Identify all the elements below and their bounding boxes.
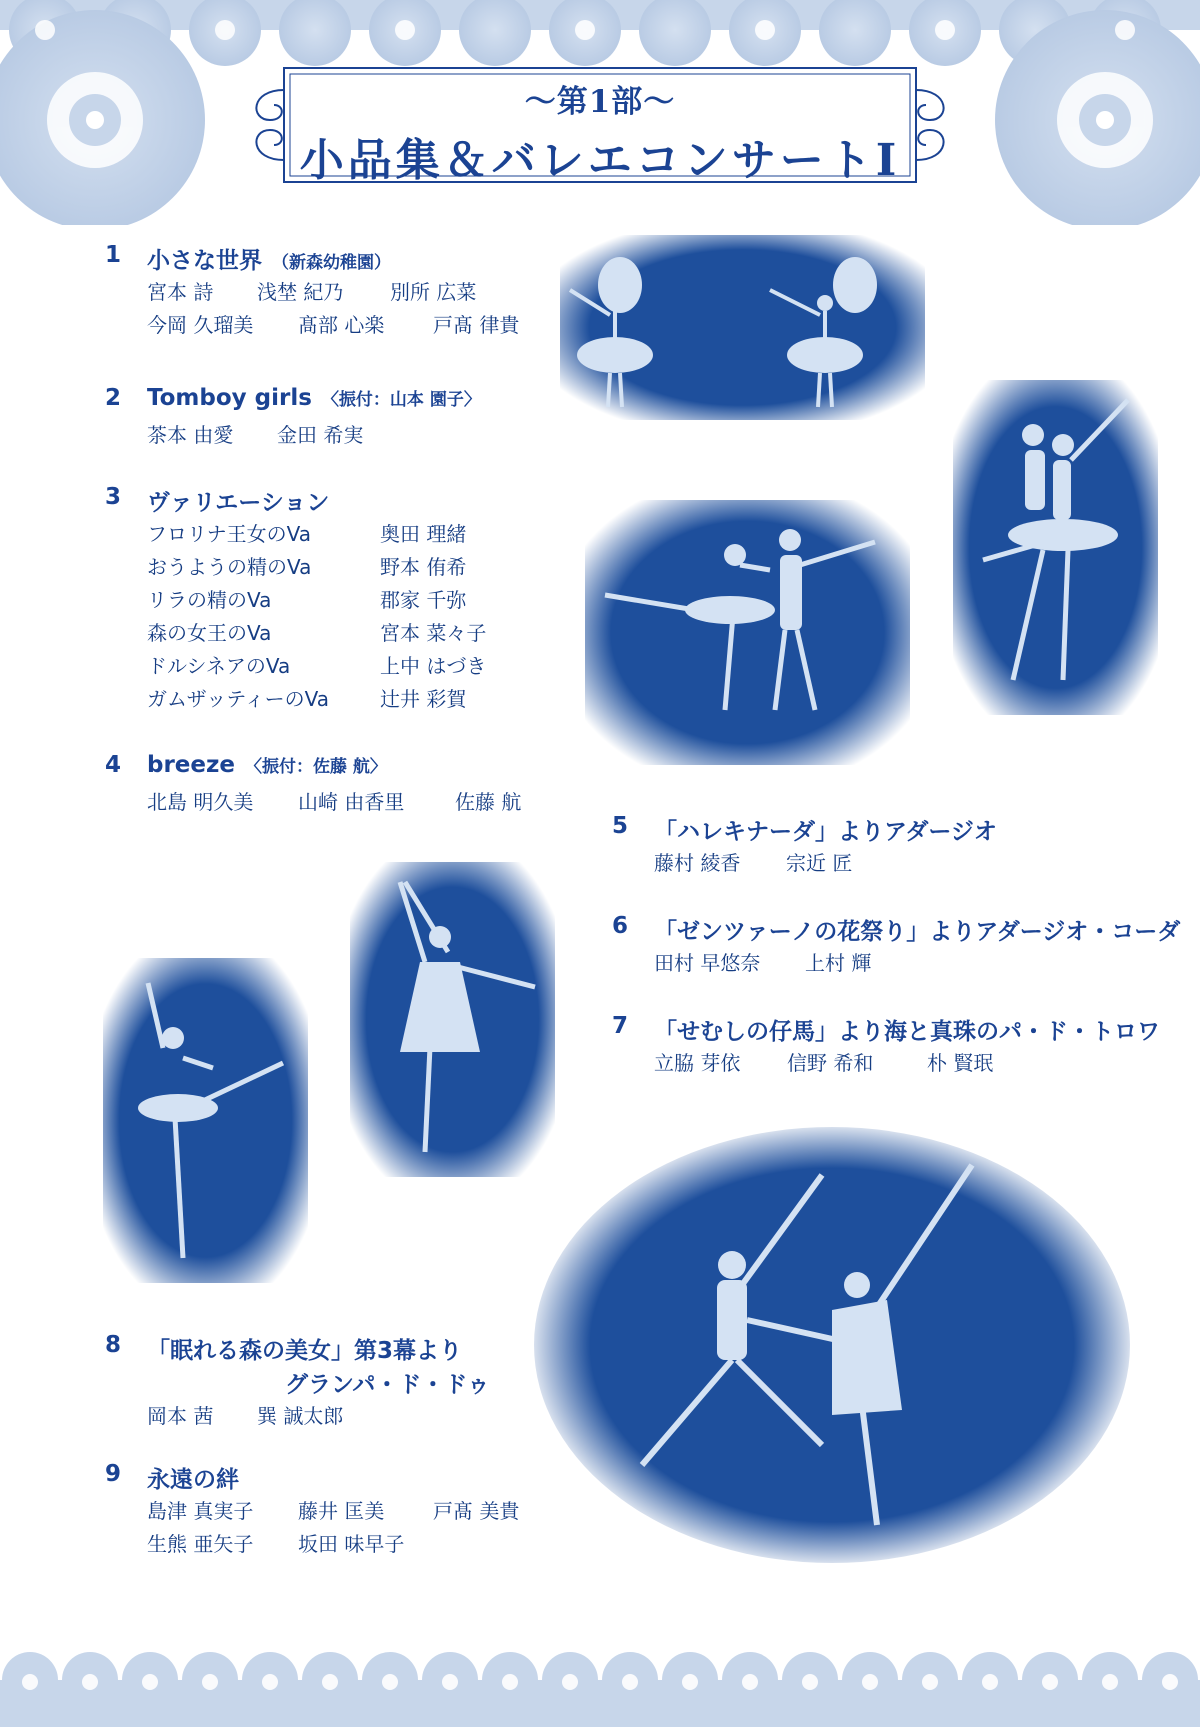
variation-name: ドルシネアのVa bbox=[147, 654, 291, 678]
program-credit: （新森幼稚園） bbox=[272, 253, 391, 273]
photo-solo-dress bbox=[350, 862, 555, 1177]
program-title: breeze bbox=[147, 752, 235, 778]
photo-pas-de-deux-right bbox=[953, 380, 1158, 715]
variation-name: 森の女王のVa bbox=[147, 621, 272, 645]
photo-solo-tutu bbox=[103, 958, 308, 1283]
performer: 佐藤 航 bbox=[455, 790, 522, 814]
page-title: 小品集＆バレエコンサートⅠ bbox=[299, 135, 901, 186]
performer: 野本 侑希 bbox=[380, 555, 467, 579]
program-credit: 〈振付：佐藤 航〉 bbox=[245, 757, 387, 777]
variation-name: フロリナ王女のVa bbox=[147, 522, 311, 546]
performer: 北島 明久美 bbox=[147, 790, 254, 814]
program-title: 「ゼンツァーノの花祭り」よりアダージオ・コーダ bbox=[654, 919, 1181, 945]
photo-small-world bbox=[560, 235, 925, 420]
performer: 戸髙 美貴 bbox=[433, 1499, 520, 1523]
performer: 浅埜 紀乃 bbox=[257, 280, 344, 304]
performer: 朴 賢珉 bbox=[927, 1051, 994, 1075]
performer: 奥田 理緒 bbox=[380, 522, 467, 546]
program-title: 「眠れる森の美女」第3幕より bbox=[147, 1338, 463, 1364]
performer: 岡本 茜 bbox=[147, 1404, 214, 1428]
performer: 藤井 匡美 bbox=[298, 1499, 385, 1523]
program-number: 5 bbox=[612, 813, 629, 839]
performer: 藤村 綾香 bbox=[654, 851, 741, 875]
performer: 宮本 詩 bbox=[147, 280, 214, 304]
program-number: 6 bbox=[612, 913, 629, 939]
program-title: 「ハレキナーダ」よりアダージオ bbox=[654, 819, 997, 845]
program-number: 3 bbox=[105, 484, 122, 510]
program-number: 2 bbox=[105, 385, 122, 411]
program-title: 永遠の絆 bbox=[147, 1467, 239, 1493]
program-8 bbox=[105, 1332, 490, 1433]
part-subtitle: 〜第1部〜 bbox=[524, 84, 676, 120]
variation-name: ガムザッティーのVa bbox=[147, 687, 329, 711]
program-credit: 〈振付：山本 園子〉 bbox=[321, 390, 481, 410]
performer: 別所 広菜 bbox=[390, 280, 477, 304]
performer: 巽 誠太郎 bbox=[257, 1404, 344, 1428]
program-number: 1 bbox=[105, 242, 122, 268]
variation-name: リラの精のVa bbox=[147, 588, 272, 612]
program-title: ヴァリエーション bbox=[147, 490, 330, 516]
performer: 上中 はづき bbox=[380, 654, 487, 678]
performer: 髙部 心楽 bbox=[298, 313, 385, 337]
program-number: 4 bbox=[105, 752, 122, 778]
photo-oval-duet bbox=[532, 1125, 1132, 1565]
program-title-line2: グランパ・ド・ドゥ bbox=[285, 1372, 490, 1398]
performer: 茶本 由愛 bbox=[147, 423, 234, 447]
performer: 立脇 芽依 bbox=[654, 1051, 741, 1075]
performer: 辻井 彩賀 bbox=[380, 687, 467, 711]
performer: 生熊 亜矢子 bbox=[147, 1532, 254, 1556]
performer: 田村 早悠奈 bbox=[654, 951, 761, 975]
performer: 郡家 千弥 bbox=[380, 588, 467, 612]
program-title: 「せむしの仔馬」より海と真珠のパ・ド・トロワ bbox=[654, 1019, 1160, 1045]
program-title: 小さな世界 bbox=[147, 248, 262, 274]
program-number: 8 bbox=[105, 1332, 122, 1358]
photo-arabesque-couple bbox=[585, 500, 910, 765]
performer: 信野 希和 bbox=[787, 1051, 874, 1075]
performer: 坂田 味早子 bbox=[298, 1532, 405, 1556]
performer: 戸髙 律貴 bbox=[433, 313, 520, 337]
lace-border-bottom bbox=[0, 1620, 1200, 1727]
performer: 今岡 久瑠美 bbox=[147, 313, 254, 337]
variation-name: おうようの精のVa bbox=[147, 555, 312, 579]
program-number: 7 bbox=[612, 1013, 629, 1039]
performer: 宗近 匠 bbox=[786, 851, 853, 875]
performer: 島津 真実子 bbox=[147, 1499, 254, 1523]
performer: 山崎 由香里 bbox=[298, 790, 405, 814]
program-number: 9 bbox=[105, 1461, 122, 1487]
performer: 上村 輝 bbox=[805, 951, 872, 975]
program-title: Tomboy girls bbox=[147, 385, 312, 411]
performer: 宮本 菜々子 bbox=[380, 621, 487, 645]
performer: 金田 希実 bbox=[277, 423, 364, 447]
